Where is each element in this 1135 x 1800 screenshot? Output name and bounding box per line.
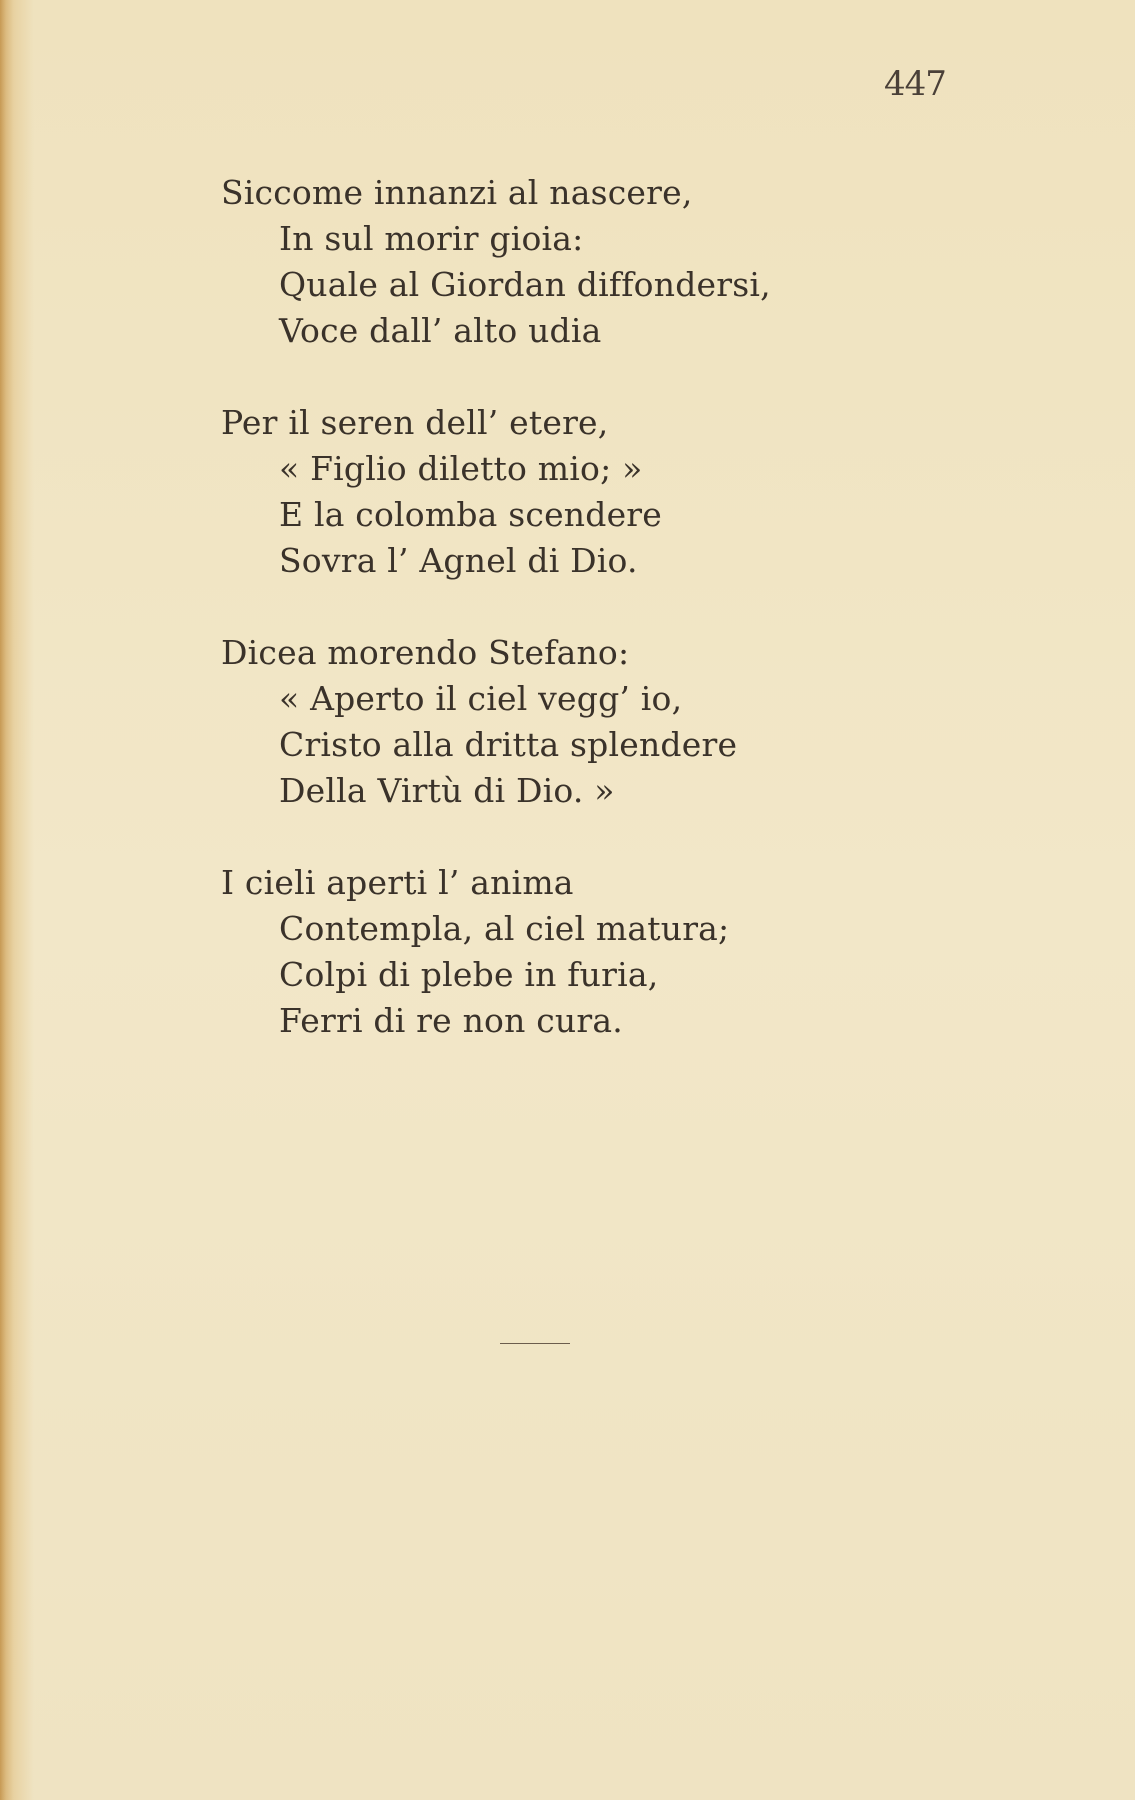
verse-line: « Aperto il ciel vegg’ io,	[279, 679, 683, 718]
verse-line: E la colomba scendere	[279, 495, 663, 534]
end-rule-divider	[500, 1343, 570, 1344]
verse-line: Ferri di re non cura.	[279, 1001, 623, 1040]
verse-line: « Figlio diletto mio; »	[279, 449, 643, 488]
verse-line: I cieli aperti l’ anima	[221, 863, 574, 902]
stanza-4	[221, 860, 729, 1044]
page-number: 447	[884, 64, 946, 104]
verse-line: Della Virtù di Dio. »	[279, 771, 615, 810]
stanza-2	[221, 400, 662, 584]
verse-line: Voce dall’ alto udia	[279, 311, 602, 350]
verse-line: Dicea morendo Stefano:	[221, 633, 630, 672]
stanza-3	[221, 630, 737, 814]
stanza-1	[221, 170, 771, 354]
verse-line: In sul morir gioia:	[279, 219, 584, 258]
verse-line: Sovra l’ Agnel di Dio.	[279, 541, 638, 580]
verse-line: Contempla, al ciel matura;	[279, 909, 730, 948]
verse-line: Quale al Giordan diffondersi,	[279, 265, 771, 304]
verse-line: Per il seren dell’ etere,	[221, 403, 609, 442]
verse-line: Siccome innanzi al nascere,	[221, 173, 693, 212]
verse-line: Colpi di plebe in furia,	[279, 955, 659, 994]
verse-line: Cristo alla dritta splendere	[279, 725, 738, 764]
